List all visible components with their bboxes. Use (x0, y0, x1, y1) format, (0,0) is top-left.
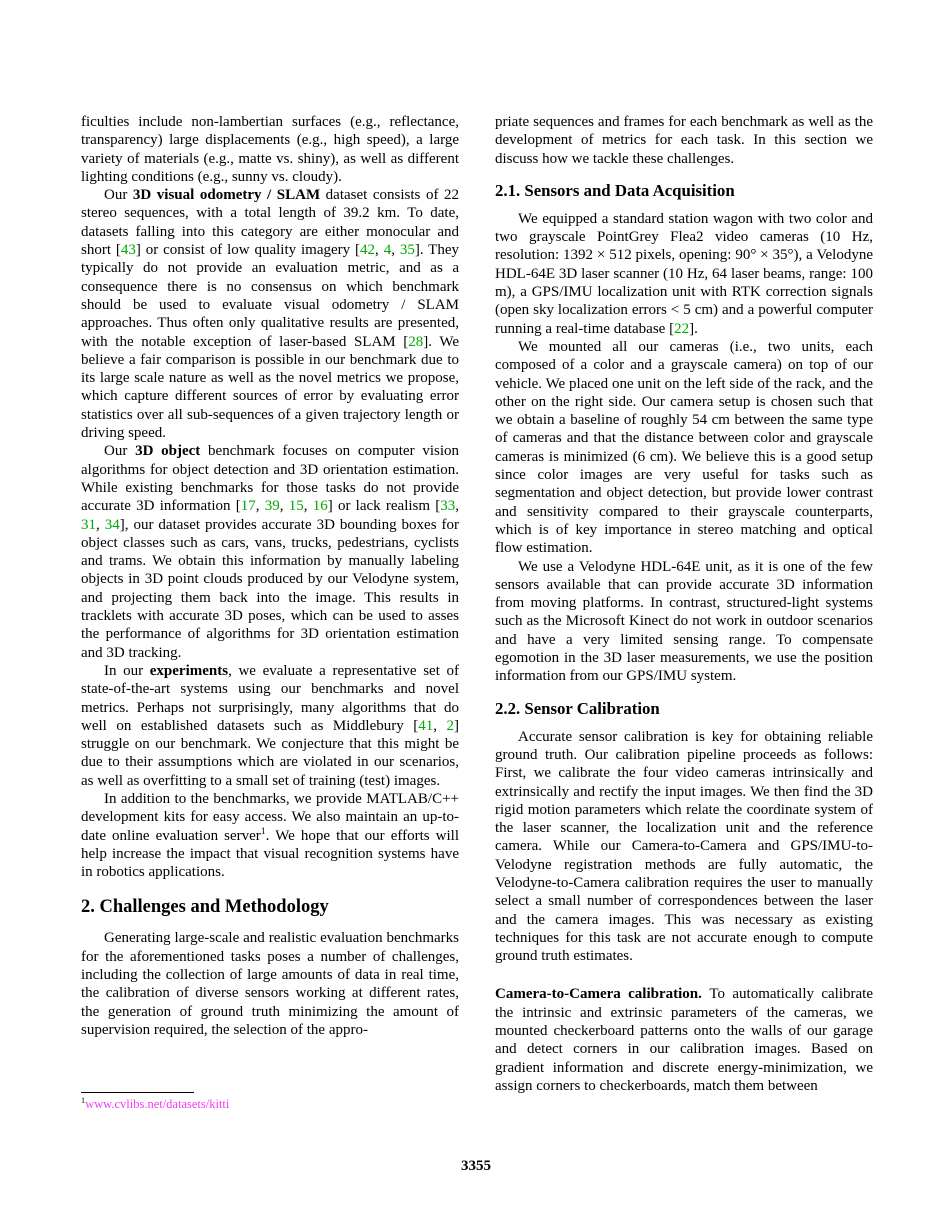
citation-link[interactable]: 28 (408, 333, 424, 350)
text-run: , (96, 516, 105, 533)
citation-link[interactable]: 39 (264, 498, 280, 515)
two-column-text (81, 113, 873, 1095)
paragraph (81, 186, 459, 442)
citation-link[interactable]: 2 (446, 717, 454, 734)
citation-link[interactable]: 17 (240, 498, 256, 515)
text-run: , (279, 498, 289, 515)
citation-link[interactable]: 22 (674, 320, 690, 337)
text-run: ]. They typically do not provide an evaluation metric, and as a consequence there is no consensus on which benchmark should be used to evaluate visual odometry / SLAM approaches. Thus often only qualitative results are presented, with the notable exception of laser-based SLAM [ (81, 242, 460, 350)
text-run: Generating large-scale and realistic evaluation benchmarks for the aforementioned tasks poses a number of challenges, including the collection of large amounts of data in real time, the calibration of diverse sensors working at different rates, the generation of ground truth minimizing the amount of supervision required, the selection of the appro- (81, 930, 459, 1038)
text-run: dataset consists of 22 stereo sequences, with a total length of 39.2 km. To date, datasets falling into this category are either monocular and short [ (81, 187, 459, 259)
footnote (81, 1092, 459, 1112)
subsection-heading: 2.2. Sensor Calibration (495, 698, 660, 718)
citation-link[interactable]: 33 (440, 498, 456, 515)
text-run: To automatically calibrate the intrinsic and extrinsic parameters of the cameras, we mounted checkerboard patterns onto the walls of our garage and detect corners in our calibration images. Based on gradient information and discrete energy-minimization, we assign corners to checkerboards, match them between (495, 986, 873, 1094)
text-run: , (303, 498, 313, 515)
text-run: ]. We believe a fair comparison is possible in our benchmark due to its large scale nature as well as the novel metrics we propose, which capture different sources of error by evaluating error statistics over all sub-sequences of a given trajectory length or driving speed. (81, 333, 459, 442)
page-number: 3355 (461, 1158, 491, 1174)
text-run: benchmark focuses on computer vision algorithms for object detection and 3D orientation estimation. While existing benchmarks for those tasks do not provide accurate 3D information [ (81, 443, 459, 515)
footnote-rule (81, 1092, 194, 1093)
paragraph (495, 210, 873, 338)
text-run: , (455, 498, 460, 515)
bold-text: 3D visual odometry / SLAM (132, 187, 321, 204)
subsection-heading: 2.1. Sensors and Data Acquisition (495, 180, 735, 200)
citation-link[interactable]: 41 (418, 717, 434, 734)
text-run: , we evaluate a representative set of state-of-the-art systems using our benchmarks and novel metrics. Perhaps not surprisingly, many algorithms that do well on established datasets such as Middlebury [ (81, 662, 460, 734)
text-run: We use a Velodyne HDL-64E unit, as it is one of the few sensors available that can provide accurate 3D information from moving platforms. In contrast, structured-light systems such as the Microsoft Kinect do not work in outdoor scenarios and have a very limited sensing range. To compensate egomotion in the 3D laser measurements, we use the position information from our GPS/IMU system. (495, 558, 873, 685)
text-run: In addition to the benchmarks, we provide MATLAB/C++ development kits for easy access. We also maintain an up-to-date online evaluation server (81, 790, 459, 844)
footnote-url-link[interactable]: www.cvlibs.net/datasets/kitti (85, 1097, 230, 1111)
text-run: Our (104, 187, 133, 204)
text-run: priate sequences and frames for each benchmark as well as the development of metrics for each task. In this section we discuss how we tackle these challenges. (495, 114, 873, 167)
paragraph (495, 985, 873, 1095)
text-run: ] or lack realism [ (327, 498, 441, 515)
text-run: Accurate sensor calibration is key for obtaining reliable ground truth. Our calibration pipeline proceeds as follows: First, we calibrate the four video cameras intrinsically and extrinsically and rectify the input images. We then find the 3D rigid motion parameters which relate the coordinate system of the laser scanner, the localization unit and the reference camera. While our Camera-to-Camera and GPS/IMU-to-Velodyne registration methods are fully automatic, the Velodyne-to-Camera calibration requires the user to manually select a small number of correspondences between the laser and the camera images. This was necessary as existing techniques for this task are not accurate enough to compute ground truth estimates. (495, 728, 873, 965)
citation-link[interactable]: 42 (360, 242, 376, 259)
citation-link[interactable]: 4 (383, 242, 392, 259)
paragraph (495, 558, 873, 686)
text-run: In our (104, 662, 150, 679)
text-run: , (375, 242, 384, 259)
section-heading: 2. Challenges and Methodology (81, 897, 329, 918)
bold-text: 3D object (135, 443, 201, 460)
bold-text: Camera-to-Camera calibration. (495, 986, 702, 1003)
text-run: ]. (689, 320, 698, 337)
text-run: ficulties include non-lambertian surfaces (e.g., reflectance, transparency) large displacements (e.g., high speed), a large variety of materials (e.g., matte vs. shiny), as well as different lighting conditions (e.g., sunny vs. cloudy). (81, 114, 459, 185)
text-run: ] struggle on our benchmark. We conjecture that this might be due to their assumptions which are violated in our scenarios, as well as overfitting to a small set of training (test) images. (81, 717, 459, 789)
citation-link[interactable]: 16 (312, 498, 328, 515)
right-column (495, 113, 873, 1095)
text-run: We mounted all our cameras (i.e., two units, each composed of a color and a grayscale camera) on top of our vehicle. We placed one unit on the left side of the rack, and the other on the right side. Our camera setup is chosen such that we obtain a baseline of roughly 54 cm between the same type of cameras and that the distance between color and grayscale cameras is minimized (6 cm). We believe this is a good setup since color images are very useful for tasks such as segmentation and object detection, but provide lower contrast and sensitivity compared to their grayscale counterparts, which is of key importance in stereo matching and optical flow estimation. (495, 338, 873, 557)
text-run: Our (104, 443, 136, 460)
paragraph (495, 728, 873, 966)
citation-link[interactable]: 35 (399, 242, 415, 259)
footnote-text (81, 1097, 459, 1112)
left-column (81, 113, 459, 1095)
text-run: , (255, 498, 265, 515)
text-run: We equipped a standard station wagon with two color and two grayscale PointGrey Flea2 video cameras (10 Hz, resolution: 1392 × 512 pixels, opening: 90° × 35°), a Velodyne HDL-64E 3D laser scanner (10 Hz, 64 laser beams, range: 100 m), a GPS/IMU localization unit with RTK correction signals (open sky localization errors < 5 cm) and a powerful computer running a real-time database [ (495, 210, 873, 337)
citation-link[interactable]: 15 (288, 498, 304, 515)
bold-text: experiments (149, 662, 229, 679)
citation-link[interactable]: 31 (81, 516, 96, 533)
text-run: ], our dataset provides accurate 3D bounding boxes for object classes such as cars, vans, trucks, pedestrians, cyclists and trams. We obtain this information by manually labeling objects in 3D point clouds produced by our Velodyne system, and projecting them back into the image. This results in tracklets with accurate 3D poses, which can be used to asses the performance of algorithms for 3D orientation estimation and 3D tracking. (81, 516, 460, 661)
citation-link[interactable]: 43 (120, 242, 136, 259)
paragraph (495, 338, 873, 558)
citation-link[interactable]: 34 (104, 516, 120, 533)
paragraph (81, 662, 459, 790)
text-run: . We hope that our efforts will help increase the impact that visual recognition systems have in robotics applications. (81, 827, 459, 881)
paragraph (81, 113, 459, 186)
text-run: , (433, 717, 447, 734)
paragraph (81, 790, 459, 881)
paragraph (495, 113, 873, 168)
footnote-marker: 1 (81, 1095, 86, 1105)
text-run: ] or consist of low quality imagery [ (135, 242, 361, 259)
paragraph (81, 442, 459, 662)
paragraph (81, 929, 459, 1039)
text-run: , (391, 242, 400, 259)
footnote-reference[interactable]: 1 (260, 825, 266, 837)
